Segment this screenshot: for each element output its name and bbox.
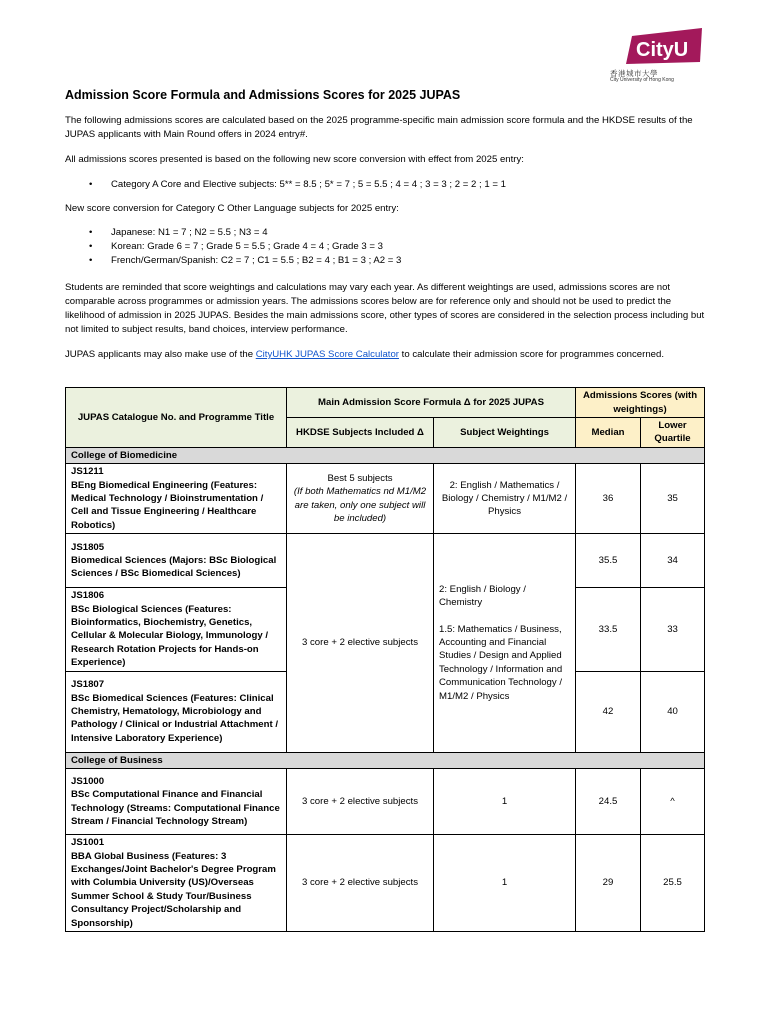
table-row	[66, 835, 705, 932]
programme-cell	[66, 588, 287, 671]
logo-english-name: City University of Hong Kong	[610, 77, 674, 83]
lower-quartile-cell: ^	[641, 769, 705, 835]
programme-cell	[66, 769, 287, 835]
category-c-list	[89, 226, 401, 268]
programme-cell	[66, 835, 287, 932]
header-median: Median	[576, 418, 641, 448]
page-title: Admission Score Formula and Admissions Scores for 2025 JUPAS	[65, 88, 461, 102]
cityu-logo-mark-icon	[626, 26, 706, 66]
programme-code: JS1211	[71, 466, 104, 478]
calculator-paragraph: JUPAS applicants may also make use of the CityUHK JUPAS Score Calculator to calculate their admission score for programmes concerned.	[65, 349, 664, 360]
score-calculator-link[interactable]: CityUHK JUPAS Score Calculator	[255, 349, 399, 360]
intro-paragraph: The following admissions scores are calculated based on the 2025 programme-specific main admission score formula and the HKDSE results of the JUPAS applicants with Main Round offers in 2024 entry#.	[65, 115, 693, 140]
lower-quartile-cell: 35	[641, 464, 705, 534]
subjects-cell: 3 core + 2 elective subjects	[287, 769, 434, 835]
header-programme: JUPAS Catalogue No. and Programme Title	[66, 388, 287, 448]
svg-text:CityU: CityU	[636, 39, 689, 61]
header-weightings: Subject Weightings	[434, 418, 576, 448]
median-cell: 29	[576, 835, 641, 932]
college-row: College of Biomedicine	[66, 447, 705, 463]
college-row: College of Business	[66, 752, 705, 768]
programme-title: BSc Biomedical Sciences (Features: Clinical Chemistry, Hematology, Microbiology and Pathology / Clinical or Industrial Attachment / Intensive Laboratory Experience)	[71, 692, 279, 744]
list-item: • Category A Core and Elective subjects: 5** = 8.5 ; 5* = 7 ; 5 = 5.5 ; 4 = 4 ; 3 = 3 ; 2 = 2 ; 1 = 1	[89, 178, 506, 192]
lower-quartile-cell: 25.5	[641, 835, 705, 932]
lower-quartile-cell: 40	[641, 671, 705, 752]
logo-chinese-name: 香港城市大學	[610, 69, 658, 78]
category-a-list	[89, 178, 506, 192]
list-item: • French/German/Spanish: C2 = 7 ; C1 = 5.5 ; B2 = 4 ; B1 = 3 ; A2 = 3	[89, 254, 401, 268]
programme-cell	[66, 464, 287, 534]
programme-cell	[66, 534, 287, 588]
lower-quartile-cell: 33	[641, 588, 705, 671]
admission-scores-table	[65, 387, 705, 932]
weightings-cell: 2: English / Mathematics / Biology / Chemistry / M1/M2 / Physics	[434, 464, 576, 534]
programme-title: Biomedical Sciences (Majors: BSc Biological Sciences / BSc Biomedical Sciences)	[71, 555, 277, 580]
list-item: • Korean: Grade 6 = 7 ; Grade 5 = 5.5 ; Grade 4 = 4 ; Grade 3 = 3	[89, 240, 401, 254]
reminder-paragraph: Students are reminded that score weightings and calculations may vary each year. As different weightings are used, admissions scores are not comparable across programmes or admission years. The admissions scores below are for reference only and should not be used to predict the likelihood of admission in 2025 JUPAS. Besides the main admissions score, other types of scores are considered in the selection process including but not limited to subject results, band choices, interview performance.	[65, 282, 705, 335]
lower-quartile-cell: 34	[641, 534, 705, 588]
median-cell: 42	[576, 671, 641, 752]
programme-code: JS1807	[71, 679, 105, 691]
table-row	[66, 769, 705, 835]
subjects-cell: 3 core + 2 elective subjects	[287, 534, 434, 752]
programme-title: BBA Global Business (Features: 3 Exchanges/Joint Bachelor's Degree Program with Columbia University (US)/Overseas Summer School & Study Tour/Business Consultancy Project/Scholarship and Sponsorship)	[71, 850, 276, 929]
programme-title: BSc Computational Finance and Financial Technology (Streams: Computational Finance Stream / Financial Technology Stream)	[71, 789, 280, 827]
median-cell: 33.5	[576, 588, 641, 671]
conversion-intro: All admissions scores presented is based on the following new score conversion with effect from 2025 entry:	[65, 154, 524, 165]
programme-code: JS1001	[71, 837, 105, 849]
weightings-cell: 1	[434, 835, 576, 932]
programme-code: JS1805	[71, 541, 105, 553]
median-cell: 36	[576, 464, 641, 534]
subjects-cell: 3 core + 2 elective subjects	[287, 835, 434, 932]
programme-title: BSc Biological Sciences (Features: Bioinformatics, Biochemistry, Genetics, Cellular & Molecular Biology, Immunology / Research Rotation Projects for Hands-on Experience)	[71, 603, 269, 669]
programme-code: JS1806	[71, 590, 105, 602]
category-c-intro: New score conversion for Category C Other Language subjects for 2025 entry:	[65, 203, 399, 214]
header-formula: Main Admission Score Formula Δ for 2025 JUPAS	[287, 388, 576, 418]
median-cell: 24.5	[576, 769, 641, 835]
header-lower-quartile: Lower Quartile	[641, 418, 705, 448]
weightings-cell: 1	[434, 769, 576, 835]
subjects-cell: Best 5 subjects (If both Mathematics nd M1/M2 are taken, only one subject will be included)	[287, 464, 434, 534]
median-cell: 35.5	[576, 534, 641, 588]
programme-title: BEng Biomedical Engineering (Features: Medical Technology / Bioinstrumentation / Cell and Tissue Engineering / Healthcare Robotics)	[71, 479, 264, 531]
table-row	[66, 534, 705, 588]
table-row	[66, 464, 705, 534]
weightings-cell: 2: English / Biology / Chemistry 1.5: Mathematics / Business, Accounting and Financial Studies / Design and Applied Technology / Information and Communication Technology / M1/M2 / Physics	[434, 534, 576, 752]
programme-cell	[66, 671, 287, 752]
header-scores: Admissions Scores (with weightings)	[576, 388, 705, 418]
programme-code: JS1000	[71, 775, 105, 787]
header-subjects: HKDSE Subjects Included Δ	[287, 418, 434, 448]
cityu-logo	[606, 26, 706, 84]
list-item: • Japanese: N1 = 7 ; N2 = 5.5 ; N3 = 4	[89, 226, 401, 240]
